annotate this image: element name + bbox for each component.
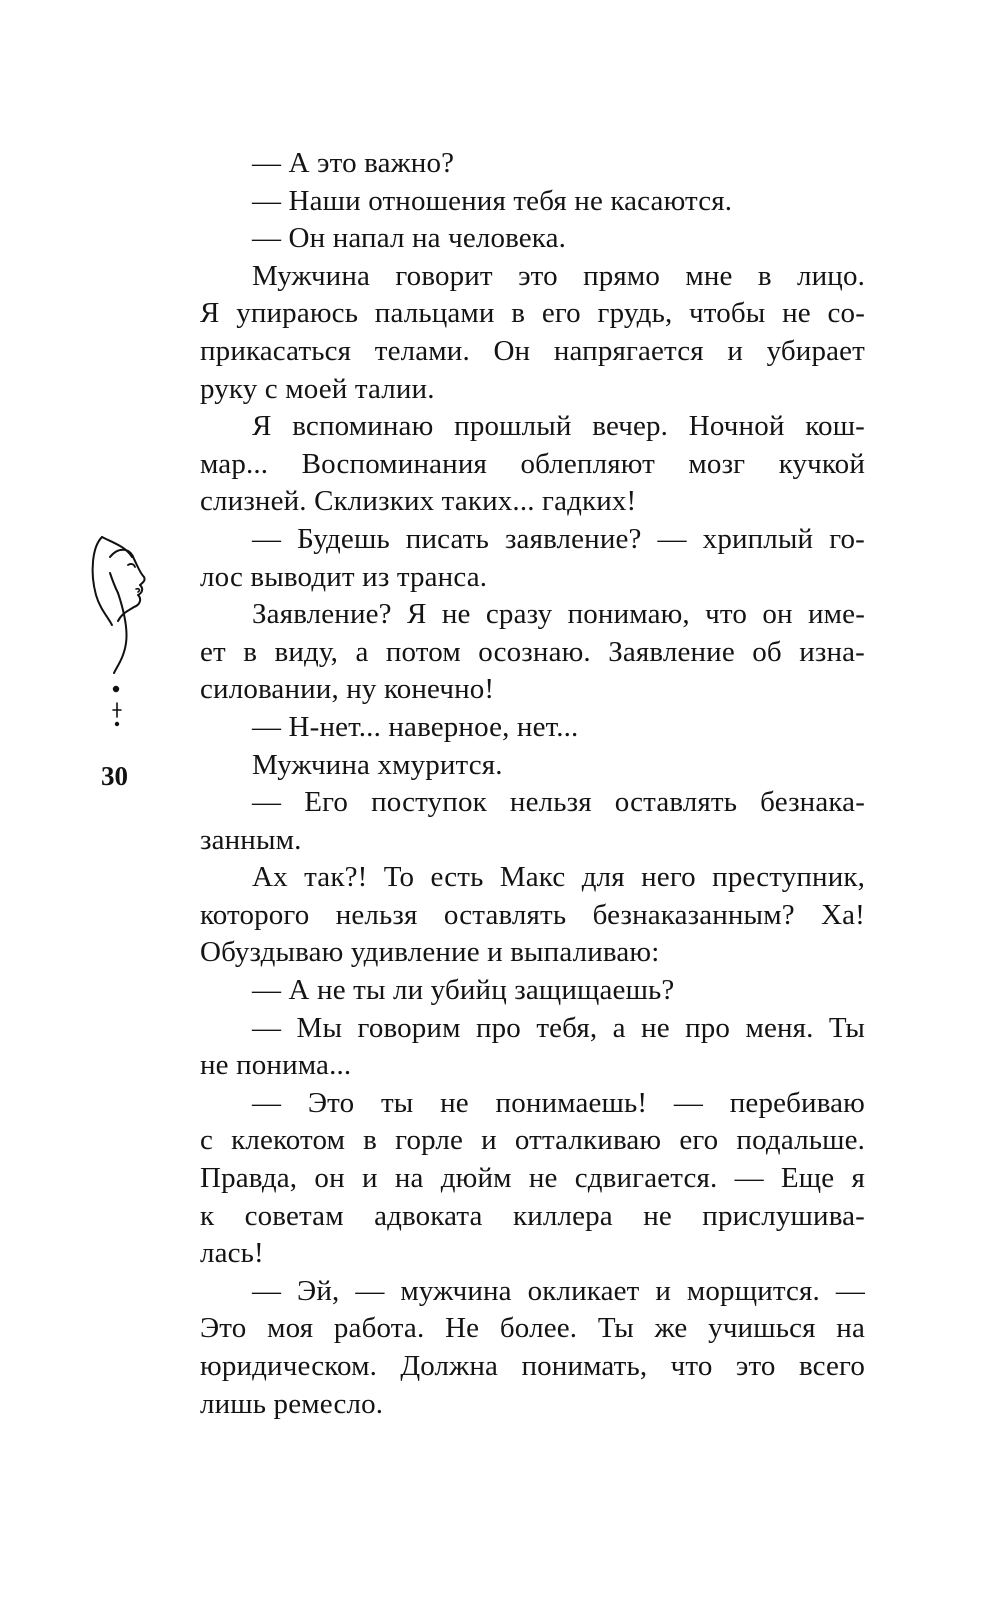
text-line: — Наши отношения тебя не касаются. [252,184,733,217]
text-line: силовании, ну конечно! [200,673,495,706]
text-line: к советам адвоката киллера не прислушива- [200,1199,865,1232]
text-line: — Н-нет... наверное, нет... [252,710,579,743]
text-line: — Мы говорим про тебя, а не про меня. Ты [252,1011,865,1044]
text-line: не понима... [200,1049,352,1082]
text-line: лишь ремесло. [200,1387,384,1420]
margin-ornament [88,533,170,733]
text-line: лос выводит из транса. [200,560,488,593]
text-line: Мужчина говорит это прямо мне в лицо. [252,259,865,292]
body-text [200,145,865,1423]
text-line: Ах так?! То есть Макс для него преступник, [252,861,865,894]
woman-profile-icon [88,533,170,733]
text-line: лась! [200,1237,264,1270]
text-line: занным. [200,823,302,856]
text-line: прикасаться телами. Он напрягается и убирает [200,334,865,367]
text-line: Заявление? Я не сразу понимаю, что он име- [252,598,865,631]
text-line: руку с моей талии. [200,372,435,405]
text-line: — Это ты не понимаешь! — перебиваю [252,1086,865,1119]
text-line: юридическом. Должна понимать, что это всего [200,1350,865,1382]
text-line: которого нельзя оставлять безнаказанным? Ха! [200,898,865,931]
text-line: ет в виду, а потом осознаю. Заявление об изна- [200,635,865,668]
text-line: — Будешь писать заявление? — хриплый го- [252,522,865,555]
text-line: Мужчина хмурится. [252,748,503,781]
text-line: — Его поступок нельзя оставлять безнака- [252,786,865,819]
page-number: 30 [101,761,128,791]
text-line: — Эй, — мужчина окликает и морщится. — [252,1274,865,1307]
text-line: Это моя работа. Не более. Ты же учишься на [200,1312,865,1345]
text-line: слизней. Склизких таких... гадких! [200,485,637,518]
text-line: — А это важно? [252,147,455,179]
text-line: с клекотом в горле и отталкиваю его подальше. [200,1124,865,1157]
text-line: Я упираюсь пальцами в его грудь, чтобы не со- [200,297,865,330]
text-line: мар... Воспоминания облепляют мозг кучкой [200,447,865,480]
text-line: — Он напал на человека. [252,222,567,255]
text-line: Обуздываю удивление и выпаливаю: [200,936,660,969]
text-line: — А не ты ли убийц защищаешь? [252,974,675,1007]
text-line: Я вспоминаю прошлый вечер. Ночной кош- [252,410,865,443]
text-line: Правда, он и на дюйм не сдвигается. — Еще я [200,1162,865,1195]
